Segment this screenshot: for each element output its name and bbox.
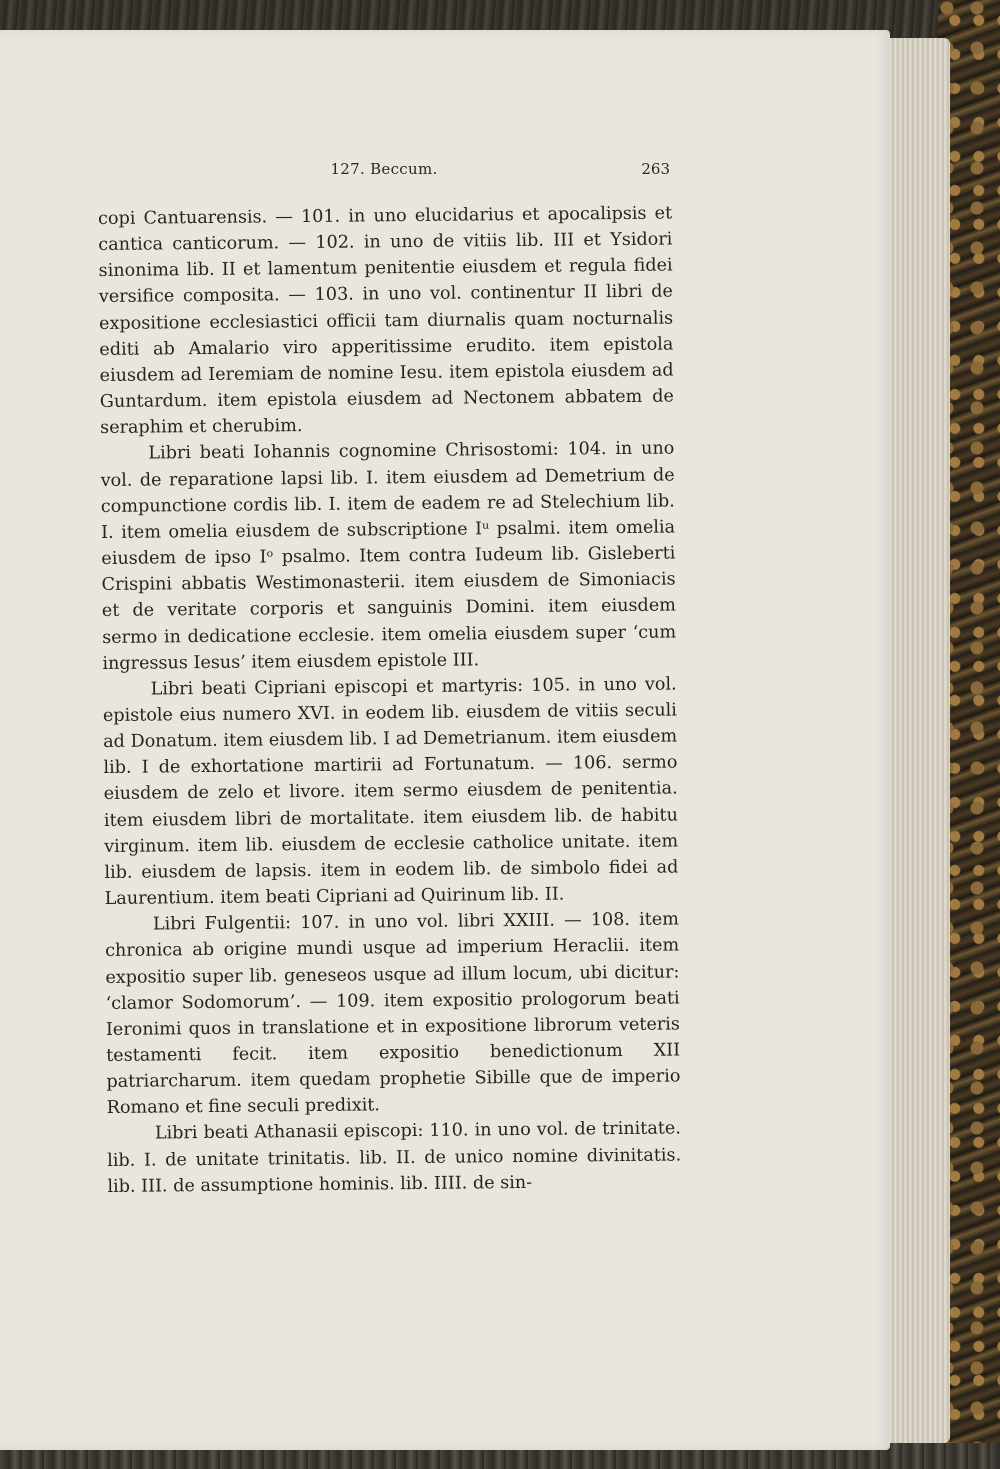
paragraph: Libri beati Athanasii episcopi: 110. in uno vol. de trinitate. lib. I. de unitate trinitatis. lib. II. de unico nomine divinitatis. lib. III. de assumptione hominis. lib. IIII. de sin- [107,1118,682,1197]
running-title: 127. Beccum. [330,160,438,178]
paragraph: Libri beati Cipriani episcopi et martyris: 105. in uno vol. epistole eius numero XVI. in eodem lib. eiusdem de vitiis seculi ad Donatum. item eiusdem lib. I ad Demetrianum. item eiusdem lib. I de exhortatione martirii ad Fortunatum. — 106. sermo eiusdem de zelo et livore. item sermo eiusdem de penitentia. item eiusdem libri de mortalitate. item eiusdem lib. de habitu virginum. item lib. eiusdem de ecclesie catholice unitate. item lib. eiusdem de lapsis. item in eodem lib. de simbolo fidei ad Laurentium. item beati Cipriani ad Quirinum lib. II. [102,674,679,910]
page-header [98,160,670,184]
paragraph: copi Cantuarensis. — 101. in uno elucidarius et apocalipsis et cantica canticorum. — 102. in uno de vitiis lib. III et Ysidori sinonima lib. II et lamentum penitentie eiusdem et regula fidei versifice composita. — 103. in uno vol. continentur II libri de expositione ecclesiastici officii tam diurnalis quam nocturnalis editi ab Amalario viro apperitissime erudito. item epistola eiusdem ad Ieremiam de nomine Iesu. item epistola eiusdem ad Guntardum. item epistola eiusdem ad Nectonem abbatem de seraphim et cherubim. [98,203,674,439]
page-number: 263 [641,160,670,178]
paragraph: Libri beati Iohannis cognomine Chrisostomi: 104. in uno vol. de reparatione lapsi lib. I. item eiusdem ad Demetrium de compunctione cordis lib. I. item de eadem re ad Stelechium lib. I. item omelia eiusdem de subscriptione Iᵘ psalmi. item omelia eiusdem de ipso Iᵒ psalmo. Item contra Iudeum lib. Gisleberti Crispini abbatis Westimonasterii. item eiusdem de Simoniacis et de veritate corporis et sanguinis Domini. item eiusdem sermo in dedicatione ecclesie. item omelia eiusdem super ‘cum ingressus Iesus’ item eiusdem epistole III. [100,438,677,674]
paragraph: Libri Fulgentii: 107. in uno vol. libri XXIII. — 108. item chronica ab origine mundi usque ad imperium Heraclii. item expositio super lib. geneseos usque ad illum locum, ubi dicitur: ‘clamor Sodomorum’. — 109. item expositio prologorum beati Ieronimi quos in translatione et in expositione librorum veteris testamenti fecit. item expositio benedictionum XII patriarcharum. item quedam prophetie Sibille que de imperio Romano et fine seculi predixit. [105,909,681,1119]
body-text [98,200,682,1199]
